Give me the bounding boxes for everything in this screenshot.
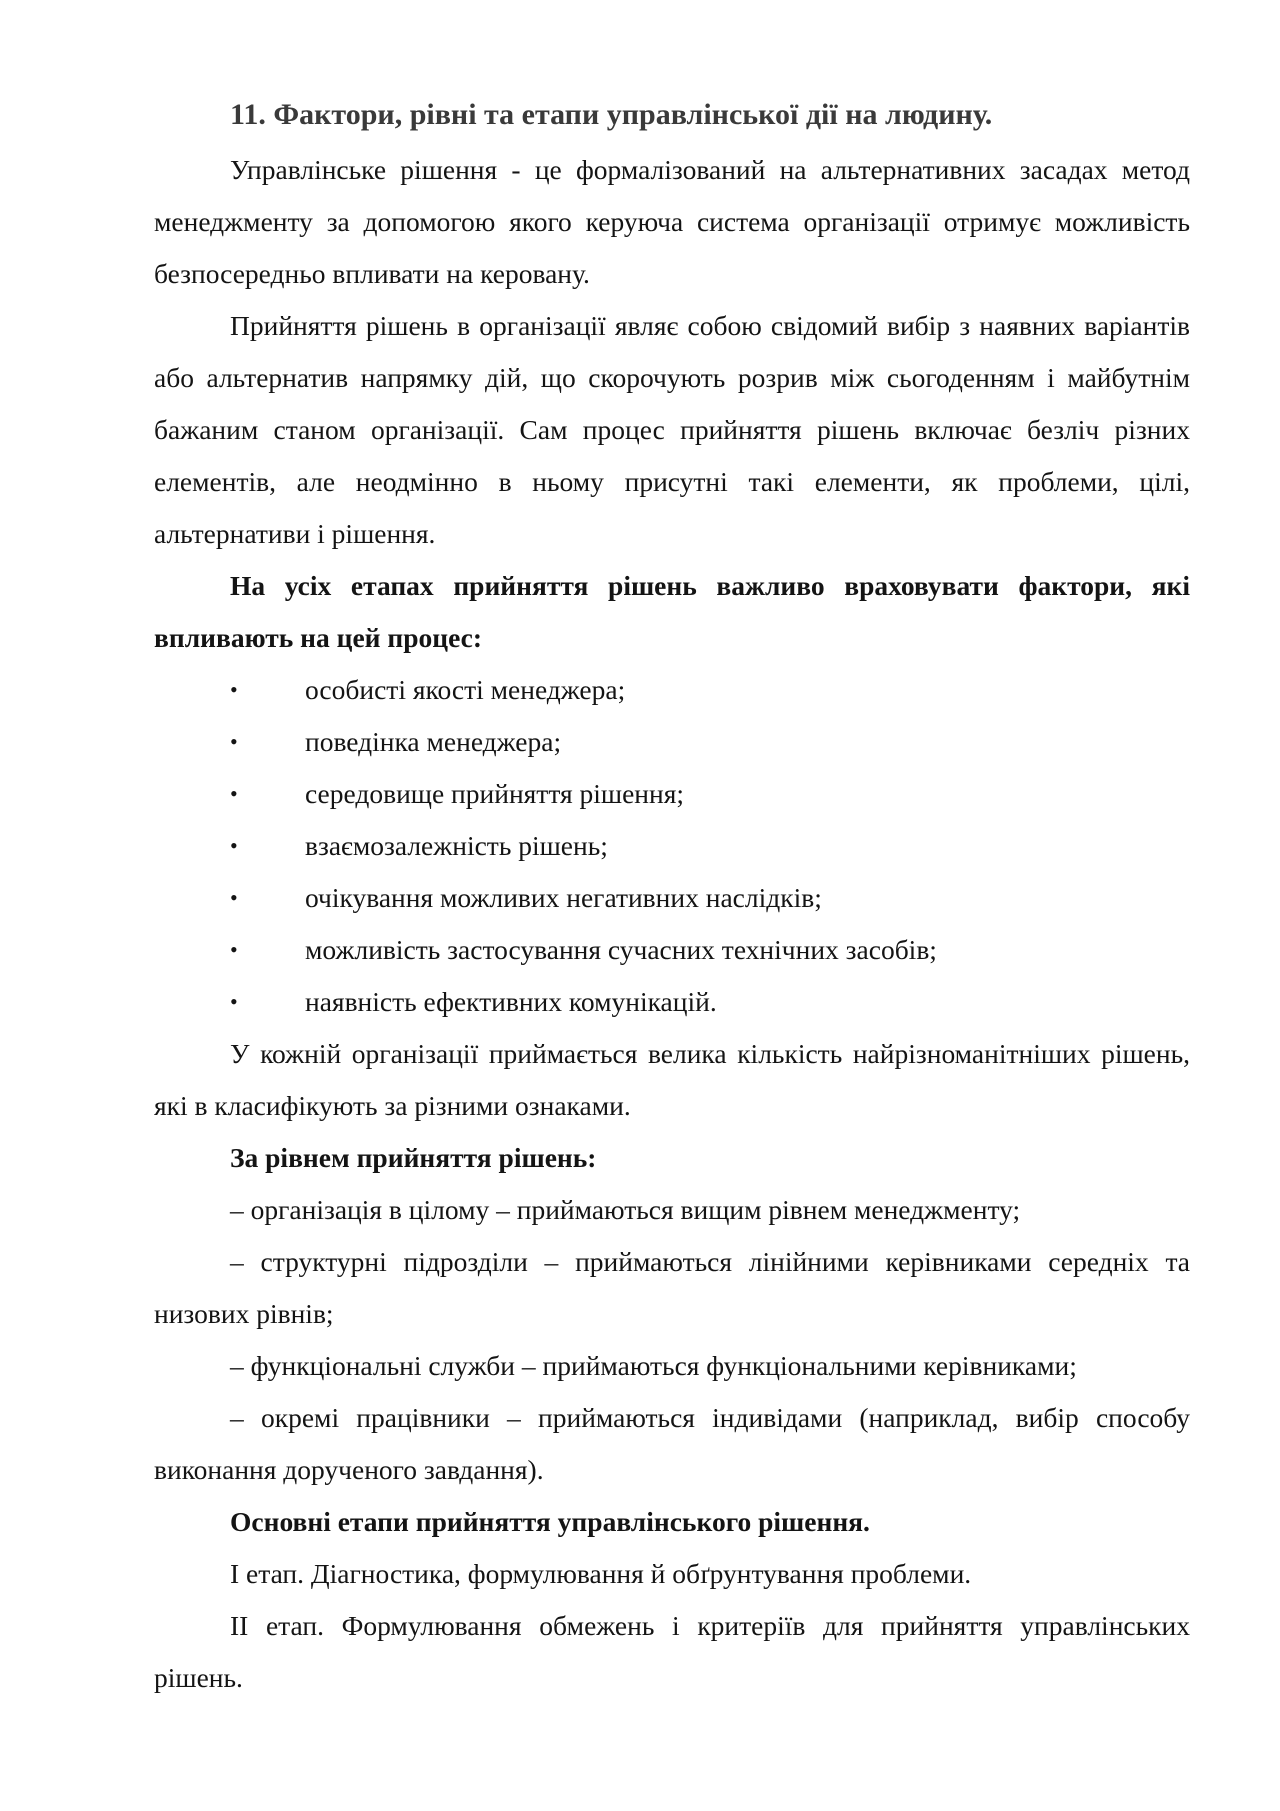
paragraph-definition: Управлінське рішення - це формалізований на альтернативних засадах метод менеджменту за допомогою якого керуюча система організації отримує можливість безпосередньо впливати на керовану. [154, 154, 1190, 289]
level-item-functional-services: – функціональні служби – приймаються функціональними керівниками; [230, 1350, 1077, 1381]
bullet-icon: • [230, 885, 238, 910]
document-title: 11. Фактори, рівні та етапи управлінської дії на людину. [230, 98, 993, 131]
paragraph-decision-making: Прийняття рішень в організації являє собою свідомий вибір з наявних варіантів або альтернатив напрямку дій, що скорочують розрив між сьогоденням і майбутнім бажаним станом організації. Сам процес прийняття рішень включає безліч різних елементів, але неодмінно в ньому присутні такі елементи, як проблеми, цілі, альтернативи і рішення. [154, 310, 1190, 549]
list-item: • наявність ефективних комунікацій. [154, 976, 1190, 1028]
list-item: • очікування можливих негативних наслідків; [154, 872, 1190, 924]
list-item: • середовище прийняття рішення; [154, 768, 1190, 820]
stage-item-1: І етап. Діагностика, формулювання й обґрунтування проблеми. [230, 1558, 972, 1589]
level-item-organization: – організація в цілому – приймаються вищим рівнем менеджменту; [230, 1194, 1021, 1225]
bullet-icon: • [230, 989, 238, 1014]
factors-list [154, 664, 1190, 1028]
list-item: • взаємозалежність рішень; [154, 820, 1190, 872]
list-item: • поведінка менеджера; [154, 716, 1190, 768]
list-item: • особисті якості менеджера; [154, 664, 1190, 716]
document-page [154, 92, 1190, 1704]
bullet-icon: • [230, 833, 238, 858]
stages-heading: Основні етапи прийняття управлінського рішення. [230, 1506, 870, 1537]
paragraph-classification: У кожній організації приймається велика кількість найрізноманітніших рішень, які в класифікують за різними ознаками. [154, 1038, 1190, 1121]
level-item-individuals: – окремі працівники – приймаються індивідами (наприклад, вибір способу виконання дорученого завдання). [154, 1402, 1190, 1485]
stage-item-2: ІІ етап. Формулювання обмежень і критеріїв для прийняття управлінських рішень. [154, 1610, 1190, 1693]
bullet-icon: • [230, 781, 238, 806]
levels-heading: За рівнем прийняття рішень: [230, 1142, 597, 1173]
factors-heading: На усіх етапах прийняття рішень важливо враховувати фактори, які впливають на цей процес: [154, 570, 1190, 653]
bullet-icon: • [230, 677, 238, 702]
bullet-icon: • [230, 937, 238, 962]
level-item-structural-units: – структурні підрозділи – приймаються лінійними керівниками середніх та низових рівнів; [154, 1246, 1190, 1329]
bullet-icon: • [230, 729, 238, 754]
list-item: • можливість застосування сучасних технічних засобів; [154, 924, 1190, 976]
